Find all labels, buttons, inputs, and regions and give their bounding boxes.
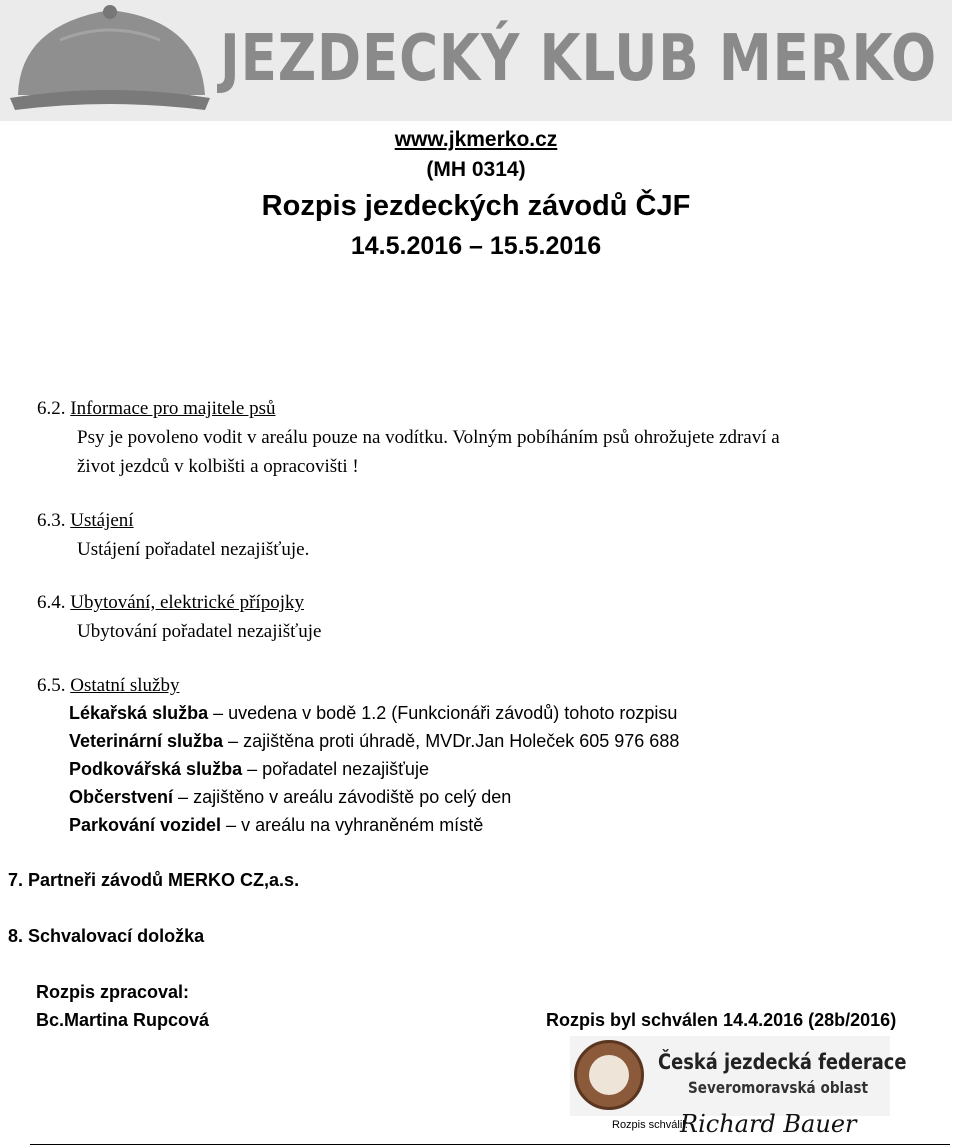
service-label: Podkovářská služba — [69, 759, 243, 779]
section-6-5-heading — [37, 675, 180, 697]
service-sep: – — [173, 787, 194, 807]
service-item-parking — [69, 815, 483, 836]
service-sep: – — [221, 815, 242, 835]
section-title: Ustájení — [70, 510, 134, 531]
service-label: Občerstvení — [69, 787, 174, 807]
approved-by-label: Rozpis schválil: — [612, 1119, 688, 1131]
federation-name: Česká jezdecká federace — [658, 1050, 907, 1074]
service-item-refreshments — [69, 787, 511, 808]
service-text: v areálu na vyhraněném místě — [241, 815, 484, 835]
section-6-4-heading — [37, 592, 304, 614]
section-title: Informace pro majitele psů — [70, 398, 276, 419]
section-number: 6.2. — [37, 398, 66, 419]
club-logo-text: JEZDECKÝ KLUB MERKO — [220, 22, 938, 96]
section-6-2-line1: Psy je povoleno vodit v areálu pouze na vodítku. Volným pobíháním psů ohrožujete zdraví a — [77, 427, 780, 448]
service-item-farrier — [69, 759, 429, 780]
federation-stamp — [570, 1036, 907, 1144]
riding-cap-icon — [0, 0, 220, 121]
service-text: pořadatel nezajišťuje — [262, 759, 429, 779]
service-text: zajištěno v areálu závodiště po celý den — [193, 787, 512, 807]
prepared-by-label: Rozpis zpracoval: — [36, 982, 190, 1002]
section-6-4-text: Ubytování pořadatel nezajišťuje — [77, 621, 322, 642]
header-banner — [0, 0, 952, 121]
service-sep: – — [242, 759, 263, 779]
section-8-heading: 8. Schvalovací doložka — [8, 926, 205, 946]
federation-region: Severomoravská oblast — [688, 1078, 868, 1097]
service-sep: – — [223, 731, 244, 751]
service-sep: – — [208, 703, 229, 723]
section-number: 6.3. — [37, 510, 66, 531]
section-title: Ostatní služby — [70, 675, 180, 696]
section-7-heading: 7. Partneři závodů MERKO CZ,a.s. — [8, 870, 300, 890]
service-item-medical — [69, 703, 677, 724]
document-title: Rozpis jezdeckých závodů ČJF — [261, 190, 691, 222]
signature: Richard Bauer — [680, 1110, 857, 1138]
service-item-vet — [69, 731, 679, 752]
service-label: Lékařská služba — [69, 703, 209, 723]
section-6-2-line2: život jezdců v kolbišti a opracovišti ! — [77, 456, 359, 477]
section-title: Ubytování, elektrické přípojky — [70, 592, 304, 613]
event-dates: 14.5.2016 – 15.5.2016 — [350, 232, 602, 260]
section-number: 6.4. — [37, 592, 66, 613]
service-text: uvedena v bodě 1.2 (Funkcionáři závodů) tohoto rozpisu — [228, 703, 678, 723]
event-code: (MH 0314) — [426, 158, 526, 181]
approval-statement: Rozpis byl schválen 14.4.2016 (28b/2016) — [546, 1010, 897, 1030]
knight-emblem-icon — [589, 1055, 629, 1095]
service-text: zajištěna proti úhradě, MVDr.Jan Holeček 605 976 688 — [243, 731, 680, 751]
federation-seal-icon — [574, 1040, 644, 1110]
signature-line — [30, 1144, 950, 1145]
section-6-3-text: Ustájení pořadatel nezajišťuje. — [77, 539, 310, 560]
section-6-3-heading — [37, 510, 134, 532]
section-number: 6.5. — [37, 675, 66, 696]
service-label: Veterinární služba — [69, 731, 224, 751]
section-6-2-heading — [37, 398, 275, 420]
service-label: Parkování vozidel — [69, 815, 222, 835]
prepared-by-name: Bc.Martina Rupcová — [36, 1010, 210, 1030]
website-link[interactable]: www.jkmerko.cz — [394, 128, 558, 151]
